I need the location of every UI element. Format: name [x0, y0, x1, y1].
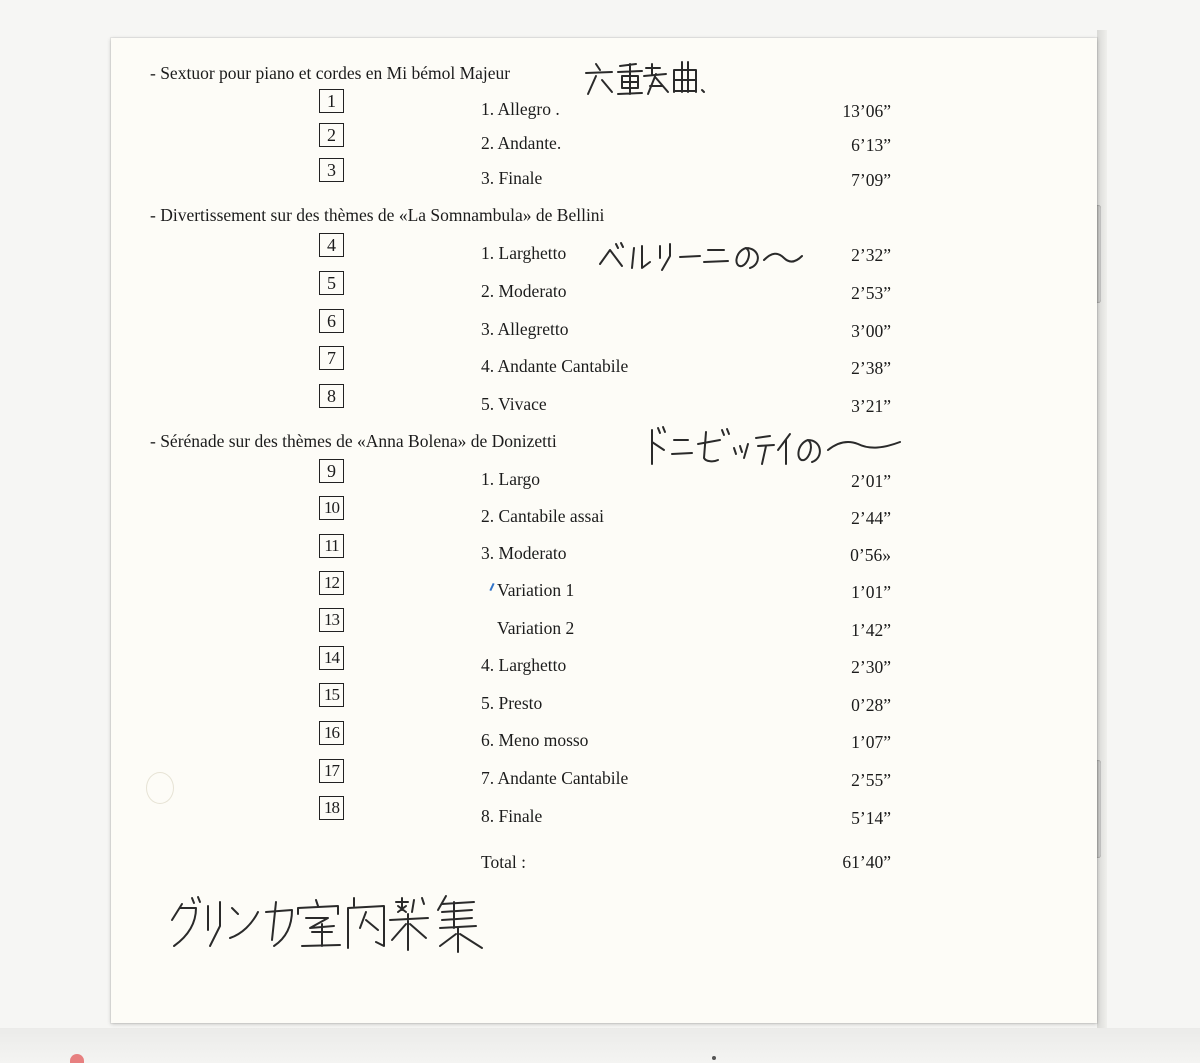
- track-title: 3. Finale: [481, 168, 543, 188]
- booklet-page: [111, 38, 1097, 1023]
- track-title: 2. Andante.: [481, 133, 562, 153]
- track-duration: 1’07”: [851, 732, 891, 752]
- track-duration: 2’44”: [851, 508, 891, 528]
- track-duration: 2’01”: [851, 471, 891, 491]
- handwritten-note-bellini: [596, 240, 806, 272]
- track-duration: 0’28”: [851, 695, 891, 715]
- pink-mark: [70, 1054, 84, 1063]
- track-title: 6. Meno mosso: [481, 730, 589, 750]
- track-duration: 1’42”: [851, 620, 891, 640]
- track-title: 1. Largo: [481, 469, 540, 489]
- track-title: 5. Vivace: [481, 394, 547, 414]
- track-duration: 2’32”: [851, 245, 891, 265]
- section-heading-sextuor: - Sextuor pour piano et cordes en Mi bémol Majeur: [150, 63, 511, 83]
- handwritten-footer-note: [162, 890, 492, 956]
- track-number-box: 3: [319, 158, 344, 182]
- track-number-box: 5: [319, 271, 344, 295]
- track-number-box: 2: [319, 123, 344, 147]
- track-number-box: 14: [319, 646, 344, 670]
- track-duration: 6’13”: [851, 135, 891, 155]
- track-number-box: 17: [319, 759, 344, 783]
- track-title: 1. Allegro .: [481, 99, 560, 119]
- track-number-box: 6: [319, 309, 344, 333]
- track-title: 3. Allegretto: [481, 319, 569, 339]
- track-number-box: 12: [319, 571, 344, 595]
- track-number-box: 4: [319, 233, 344, 257]
- track-number-box: 10: [319, 496, 344, 520]
- case-tray: [0, 1028, 1200, 1063]
- track-duration: 2’30”: [851, 657, 891, 677]
- track-title: Variation 1: [497, 580, 575, 600]
- track-title: 2. Moderato: [481, 281, 567, 301]
- jewel-case-edge: [1097, 30, 1107, 1030]
- total-duration: 61’40”: [842, 852, 891, 872]
- track-duration: 1’01”: [851, 582, 891, 602]
- track-duration: 7’09”: [851, 170, 891, 190]
- dot-mark: [712, 1056, 716, 1060]
- track-duration: 5’14”: [851, 808, 891, 828]
- track-duration: 2’55”: [851, 770, 891, 790]
- track-number-box: 11: [319, 534, 344, 558]
- track-duration: 13’06”: [842, 101, 891, 121]
- track-title: 8. Finale: [481, 806, 543, 826]
- track-number-box: 15: [319, 683, 344, 707]
- track-number-box: 1: [319, 89, 344, 113]
- track-duration: 2’38”: [851, 358, 891, 378]
- track-number-box: 16: [319, 721, 344, 745]
- track-number-box: 8: [319, 384, 344, 408]
- track-duration: 2’53”: [851, 283, 891, 303]
- track-number-box: 13: [319, 608, 344, 632]
- paper-stain: [146, 772, 174, 804]
- track-title: 7. Andante Cantabile: [481, 768, 629, 788]
- track-duration: 0’56»: [850, 545, 891, 565]
- section-heading-serenade: - Sérénade sur des thèmes de «Anna Bolena» de Donizetti: [150, 431, 557, 451]
- track-duration: 3’21”: [851, 396, 891, 416]
- track-number-box: 9: [319, 459, 344, 483]
- track-number-box: 18: [319, 796, 344, 820]
- track-duration: 3’00”: [851, 321, 891, 341]
- track-title: 1. Larghetto: [481, 243, 567, 263]
- handwritten-note-donizetti: [644, 424, 904, 470]
- track-title: 3. Moderato: [481, 543, 567, 563]
- total-label: Total :: [481, 852, 526, 872]
- track-title: Variation 2: [497, 618, 575, 638]
- track-title: 5. Presto: [481, 693, 543, 713]
- section-heading-divertissement: - Divertissement sur des thèmes de «La Somnambula» de Bellini: [150, 205, 605, 225]
- track-number-box: 7: [319, 346, 344, 370]
- handwritten-note-sextuor: [582, 58, 717, 98]
- track-title: 4. Larghetto: [481, 655, 567, 675]
- track-title: 2. Cantabile assai: [481, 506, 604, 526]
- track-title: 4. Andante Cantabile: [481, 356, 629, 376]
